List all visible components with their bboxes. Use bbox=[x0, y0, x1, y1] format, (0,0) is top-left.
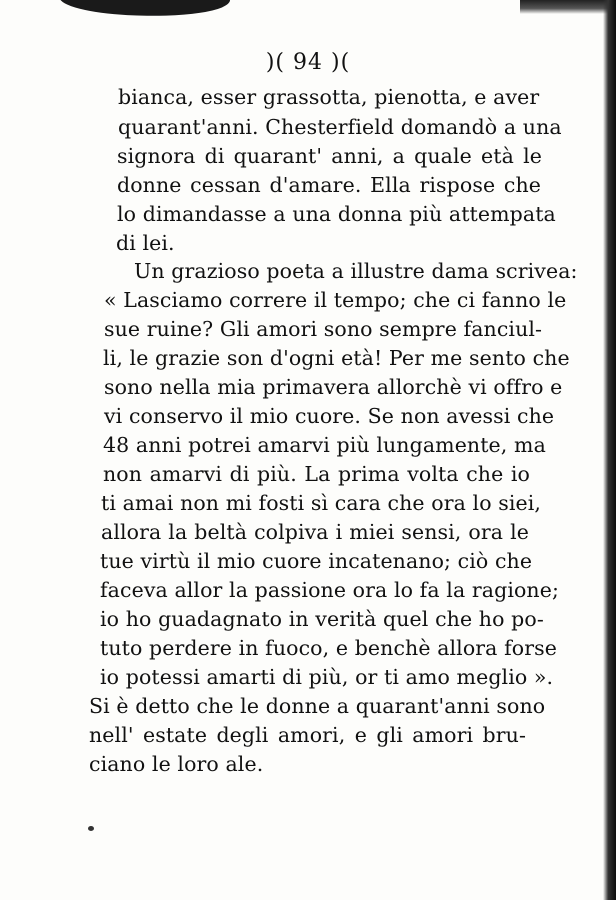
text-line: non amarvi di più. La prima volta che io bbox=[103, 462, 530, 486]
text-line: li, le grazie son d'ogni età! Per me sento che bbox=[103, 346, 570, 370]
text-line: vi conservo il mio cuore. Se non avessi che bbox=[104, 404, 555, 428]
text-line: ciano le loro ale. bbox=[89, 752, 264, 776]
text-line: sono nella mia primavera allorchè vi offro e bbox=[104, 375, 563, 399]
text-line: quarant'anni. Chesterfield domandò a una bbox=[118, 115, 562, 139]
text-line: tue virtù il mio cuore incatenano; ciò che bbox=[100, 549, 533, 573]
text-line: 48 anni potrei amarvi più lungamente, ma bbox=[103, 433, 546, 457]
text-line: di lei. bbox=[116, 231, 175, 255]
text-line: io potessi amarti di più, or ti amo meglio ». bbox=[100, 665, 554, 689]
text-line: donne cessan d'amare. Ella rispose che bbox=[117, 173, 541, 197]
text-line: « Lasciamo correre il tempo; che ci fanno le bbox=[104, 288, 567, 312]
page-number: )( 94 )( bbox=[265, 50, 351, 75]
text-line: Un grazioso poeta a illustre dama scrivea: bbox=[134, 259, 578, 283]
text-line: lo dimandasse a una donna più attempata bbox=[117, 202, 556, 226]
text-line: io ho guadagnato in verità quel che ho po- bbox=[100, 607, 544, 631]
text-line: sue ruine? Gli amori sono sempre fanciul- bbox=[104, 317, 543, 341]
text-line: ti amai non mi fosti sì cara che ora lo siei, bbox=[101, 491, 542, 515]
text-line: bianca, esser grassotta, pienotta, e aver bbox=[118, 85, 540, 109]
text-line: signora di quarant' anni, a quale età le bbox=[117, 144, 542, 168]
text-line: allora la beltà colpiva i miei sensi, ora le bbox=[101, 520, 529, 544]
text-line: faceva allor la passione ora lo fa la ragione; bbox=[100, 578, 559, 602]
text-line: nell' estate degli amori, e gli amori bru- bbox=[89, 723, 526, 747]
text-line: Si è detto che le donne a quarant'anni sono bbox=[89, 694, 546, 718]
text-line: tuto perdere in fuoco, e benchè allora forse bbox=[100, 636, 557, 660]
